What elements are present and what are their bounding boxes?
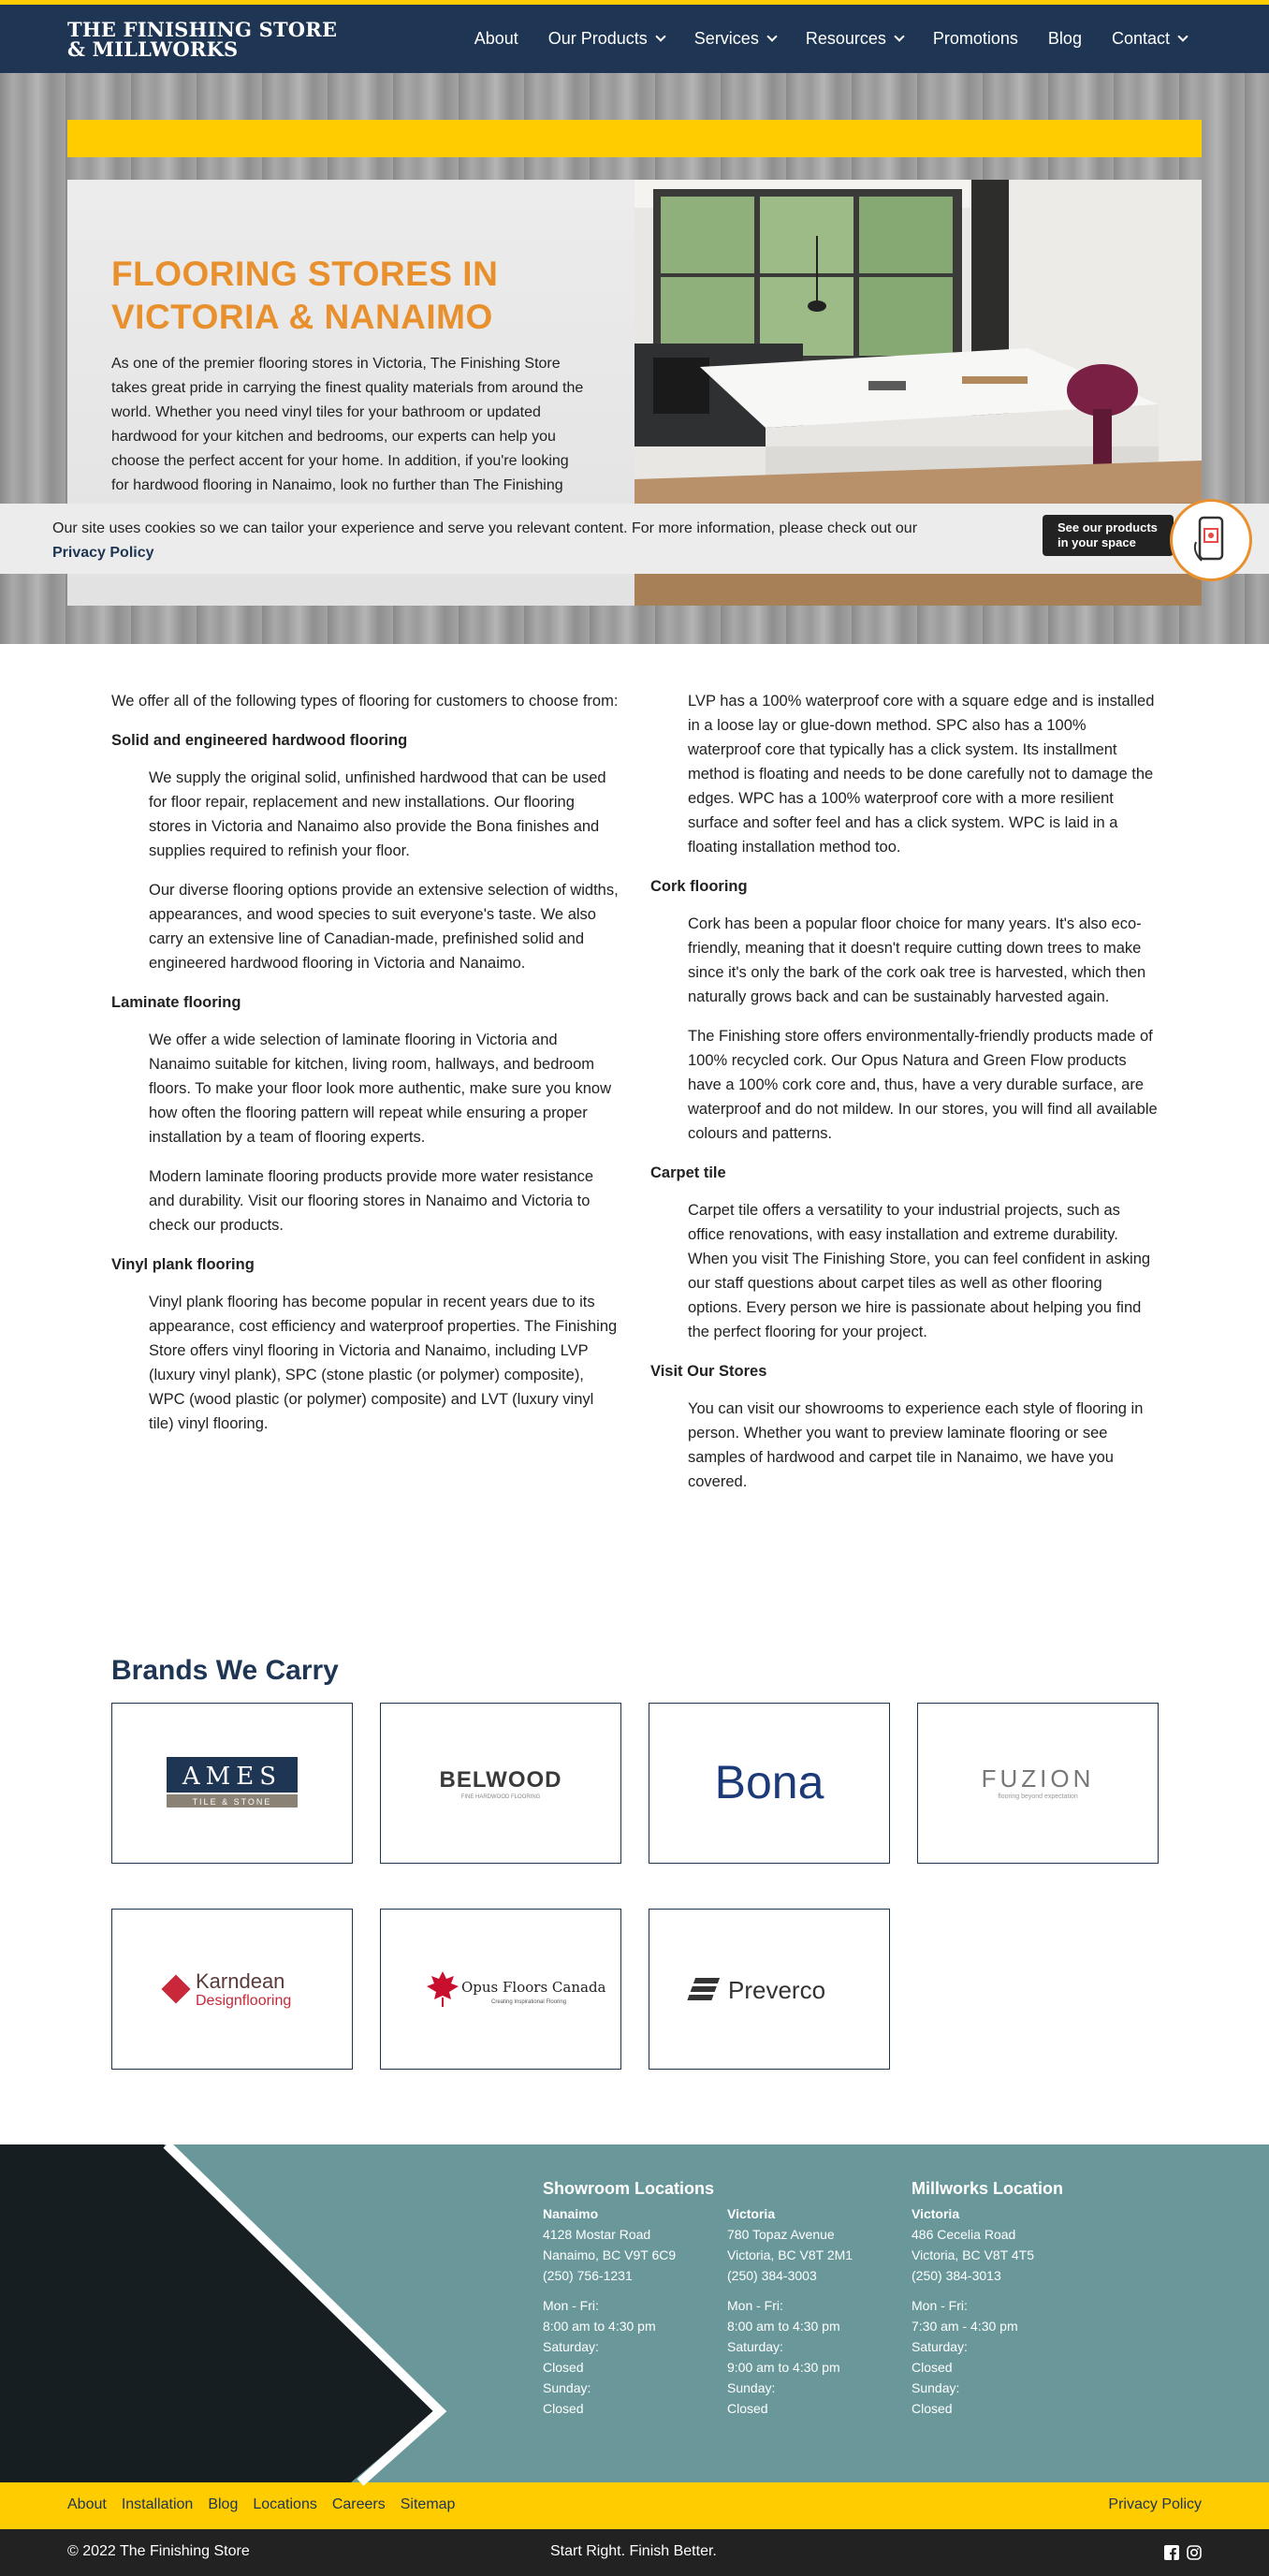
carpet-heading: Carpet tile [650,1164,726,1181]
nanaimo-city: Nanaimo [543,2205,599,2221]
victoria-hours-label-sunday: Sunday: [727,2379,776,2395]
main-navigation [0,5,1269,73]
instagram-icon[interactable] [1187,2545,1202,2560]
karndean-logo [162,1966,302,2012]
belwood-text: BELWOOD [439,1766,562,1793]
brand-belwood[interactable] [380,1703,621,1864]
visit-heading: Visit Our Stores [650,1363,767,1380]
nav-blog[interactable] [1033,26,1097,52]
brands-section [0,1509,1269,2144]
millworks-street: 486 Cecelia Road [912,2226,1016,2242]
hardwood-paragraph-2: Our diverse flooring options provide an extensive selection of widths, appearances, and wood species to suit everyone's taste. We also carry an extensive line of Canadian-made, prefinished solid and engineered hardwood flooring in Victoria and Nanaimo. [149,882,619,972]
showroom-heading: Showroom Locations [543,2178,715,2198]
content-column-right [650,689,1158,1509]
nav-about[interactable] [459,26,533,52]
intro-paragraph: We offer all of the following types of flooring for customers to choose from: [111,693,619,710]
cork-section [650,912,1158,1146]
facebook-icon[interactable] [1164,2545,1179,2560]
vinyl-paragraph-1: Vinyl plank flooring has become popular in recent years due to its appearance, cost efficiency and waterproof properties. The Finishing Store offers vinyl flooring in Victoria and Nanaimo, including LVP (luxury vinyl plank), SPC (stone plastic (or polymer) composite), WPC (wood plastic (or polymer) composite) and LVT (luxury vinyl tile) vinyl flooring. [149,1294,618,1432]
nav-resources[interactable] [791,26,918,52]
footer-millworks [912,2177,1096,2419]
victoria-street: 780 Topaz Avenue [727,2226,835,2242]
brand-grid [111,1703,1158,2070]
nav-services-label: Services [693,28,759,48]
footer-links-bar [0,2482,1269,2529]
visit-paragraph-1: You can visit our showrooms to experience each style of flooring in person. Whether you want to preview laminate flooring or see samples of hardwood and carpet tile in Nanaimo, we have you covered. [688,1400,1144,1490]
footer-victoria [727,2177,912,2419]
footer-link-installation[interactable]: Installation [121,2496,194,2513]
fuzion-logo [958,1764,1117,1802]
content-column-left [111,689,619,1509]
tagline: Start Right. Finish Better. [550,2543,717,2560]
brand-ames[interactable] [111,1703,353,1864]
nanaimo-hours-sunday: Closed [543,2400,584,2416]
millworks-hours-sunday: Closed [912,2400,953,2416]
nav-about-label: About [474,28,518,48]
laminate-heading: Laminate flooring [111,994,241,1011]
hardwood-heading: Solid and engineered hardwood flooring [111,732,408,749]
footer-links [67,2494,455,2517]
millworks-hours-label-saturday: Saturday: [912,2338,968,2354]
belwood-logo [430,1764,571,1802]
footer-link-sitemap[interactable]: Sitemap [400,2496,456,2513]
fuzion-subtext: flooring beyond expectation [998,1793,1078,1800]
karndean-subtext: Designflooring [196,1992,292,2009]
fuzion-text: FUZION [981,1764,1095,1793]
announcement-bar [67,120,1202,157]
victoria-hours-label-saturday: Saturday: [727,2338,783,2354]
bona-logo [704,1755,835,1811]
see-products-line-2: in your space [1058,535,1136,549]
preverco-logo [694,1970,844,2008]
victoria-region: Victoria, BC V8T 2M1 [727,2247,853,2262]
cookie-privacy-link[interactable]: Privacy Policy [52,545,154,561]
nav-our-products-label: Our Products [547,28,648,48]
nav-blog-label: Blog [1047,28,1082,48]
cork-heading: Cork flooring [650,878,748,895]
footer-dark-shape [0,2144,449,2482]
room-visualizer-button[interactable] [1170,499,1252,581]
nanaimo-street: 4128 Mostar Road [543,2226,651,2242]
nav-resources-label: Resources [805,28,886,48]
footer-nanaimo [543,2177,727,2419]
site-footer [0,2144,1269,2482]
millworks-city: Victoria [912,2205,960,2221]
ames-logo [167,1757,298,1809]
footer-link-blog[interactable]: Blog [208,2496,239,2513]
carpet-section [650,1198,1158,1344]
millworks-hours-label-weekday: Mon - Fri: [912,2297,968,2313]
nav-our-products[interactable] [533,26,679,52]
nanaimo-hours-saturday: Closed [543,2359,584,2375]
logo-line-1: THE FINISHING STORE [67,17,338,41]
bona-text: Bona [714,1755,824,1808]
laminate-paragraph-2: Modern laminate flooring products provide more water resistance and durability. Visit our flooring stores in Nanaimo and Victoria to check our products. [149,1168,594,1234]
phone-icon [1192,514,1230,566]
millworks-region: Victoria, BC V8T 4T5 [912,2247,1034,2262]
vinyl-section-cont [650,689,1158,859]
brand-preverco[interactable] [649,1909,890,2070]
preverco-text: Preverco [728,1975,826,2004]
ames-text: AMES [182,1762,283,1791]
hardwood-paragraph-1: We supply the original solid, unfinished hardwood that can be used for floor repair, replacement and new installations. Our flooring stores in Victoria and Nanaimo also provide the Bona finishes and supplies required to refinish your floor. [149,769,606,859]
vinyl-paragraph-2: LVP has a 100% waterproof core with a square edge and is installed in a loose lay or glue-down method. SPC also has a 100% waterproof core that typically has a click system. Its installment method is floating and needs to be done carefully not to damage the edges. WPC has a 100% waterproof core with a more resilient surface and softer feel and has a click system. WPC is laid in a floating installation method too. [688,693,1155,856]
victoria-hours-saturday: 9:00 am to 4:30 pm [727,2359,840,2375]
cookie-text: Our site uses cookies so we can tailor your experience and serve you relevant content. For more information, please check out our [52,520,918,536]
chevron-down-icon [894,31,904,41]
copyright-bar [0,2529,1269,2576]
millworks-heading: Millworks Location [912,2178,1064,2198]
victoria-city: Victoria [727,2205,776,2221]
page-title: FLOORING STORES IN VICTORIA & NANAIMO [111,255,499,336]
laminate-section [111,1028,619,1237]
brand-karndean[interactable] [111,1909,353,2070]
chevron-down-icon [1177,31,1188,41]
nanaimo-region: Nanaimo, BC V9T 6C9 [543,2247,677,2262]
flooring-content [0,644,1269,1509]
nav-contact[interactable] [1097,26,1202,52]
nanaimo-hours-label-weekday: Mon - Fri: [543,2297,599,2313]
millworks-hours-weekday: 7:30 am - 4:30 pm [912,2318,1018,2334]
brand-bona[interactable] [649,1703,890,1864]
nav-menu [459,26,1202,52]
hardwood-section [111,766,619,975]
footer-link-locations[interactable]: Locations [253,2496,317,2513]
hero-intro-text: As one of the premier flooring stores in Victoria, The Finishing Store takes great pride in carrying the finest quality materials from around the world. Whether you need vinyl tiles for your bathroom or updated hardwood for your kitchen and bedrooms, our experts can help you choose the perfect accent for your home. In addition, if you're looking for hardwood flooring in Nanaimo, look no further than The Finishing [111,356,584,493]
victoria-hours-sunday: Closed [727,2400,768,2416]
brand-opus[interactable] [380,1909,621,2070]
victoria-hours-weekday: 8:00 am to 4:30 pm [727,2318,840,2334]
laminate-paragraph-1: We offer a wide selection of laminate flooring in Victoria and Nanaimo suitable for kitchen, living room, hallways, and bedroom floors. To make your floor look more authentic, make sure you know how often the flooring pattern will repeat while ensuring a proper installation by a team of flooring experts. [149,1032,612,1146]
social-links [1164,2545,1202,2560]
nav-contact-label: Contact [1111,28,1170,48]
ames-subtext: TILE & STONE [192,1796,272,1807]
site-logo[interactable] [67,17,338,61]
victoria-hours-label-weekday: Mon - Fri: [727,2297,783,2313]
nanaimo-hours-label-saturday: Saturday: [543,2338,599,2354]
nav-promotions-label: Promotions [932,28,1018,48]
footer-privacy-link[interactable]: Privacy Policy [1108,2496,1202,2513]
millworks-hours-label-sunday: Sunday: [912,2379,960,2395]
logo-line-2: & MILLWORKS [67,37,239,61]
hero-section [0,73,1269,644]
vinyl-heading: Vinyl plank flooring [111,1256,255,1273]
brands-heading: Brands We Carry [111,1655,339,1686]
copyright-text: © 2022 The Finishing Store [67,2543,250,2560]
opus-text: Opus Floors Canada [461,1978,606,1996]
belwood-subtext: FINE HARDWOOD FLOORING [460,1793,541,1800]
see-products-button[interactable] [1043,515,1174,556]
nanaimo-hours-label-sunday: Sunday: [543,2379,591,2395]
chevron-down-icon [655,31,665,41]
nav-services[interactable] [679,26,791,52]
cork-paragraph-1: Cork has been a popular floor choice for many years. It's also eco-friendly, meaning that it doesn't require cutting down trees to make since it's only the bark of the cork oak tree is harvested, which then naturally grows back and can be sustainably harvested again. [688,915,1146,1005]
nanaimo-phone[interactable]: (250) 756-1231 [543,2267,633,2283]
carpet-paragraph-1: Carpet tile offers a versatility to your industrial projects, such as office renovations, with easy installation and extreme durability. When you visit The Finishing Store, you can feel confident in asking our staff questions about carpet tiles as well as other flooring options. Every person we hire is passionate about helping you find the perfect flooring for your project. [688,1202,1151,1340]
victoria-phone[interactable]: (250) 384-3003 [727,2267,817,2283]
chevron-down-icon [766,31,777,41]
footer-link-about[interactable]: About [67,2496,107,2513]
karndean-text: Karndean [196,1969,285,1993]
brand-fuzion[interactable] [917,1703,1159,1864]
nanaimo-hours-weekday: 8:00 am to 4:30 pm [543,2318,656,2334]
footer-link-careers[interactable]: Careers [331,2496,386,2513]
footer-locations [543,2177,1096,2419]
opus-logo [426,1966,606,2012]
millworks-phone[interactable]: (250) 384-3013 [912,2267,1001,2283]
cork-paragraph-2: The Finishing store offers environmentally-friendly products made of 100% recycled cork. Our Opus Natura and Green Flow products have a 100% cork core and, thus, have a very durable surface, are waterproof and do not mildew. In our stores, you will find all available colours and patterns. [688,1028,1158,1142]
visit-section [650,1397,1158,1494]
millworks-hours-saturday: Closed [912,2359,953,2375]
see-products-line-1: See our products [1058,520,1158,534]
nav-promotions[interactable] [918,26,1033,52]
opus-subtext: Creating Inspirational Flooring [491,1998,567,2005]
vinyl-section [111,1290,619,1436]
